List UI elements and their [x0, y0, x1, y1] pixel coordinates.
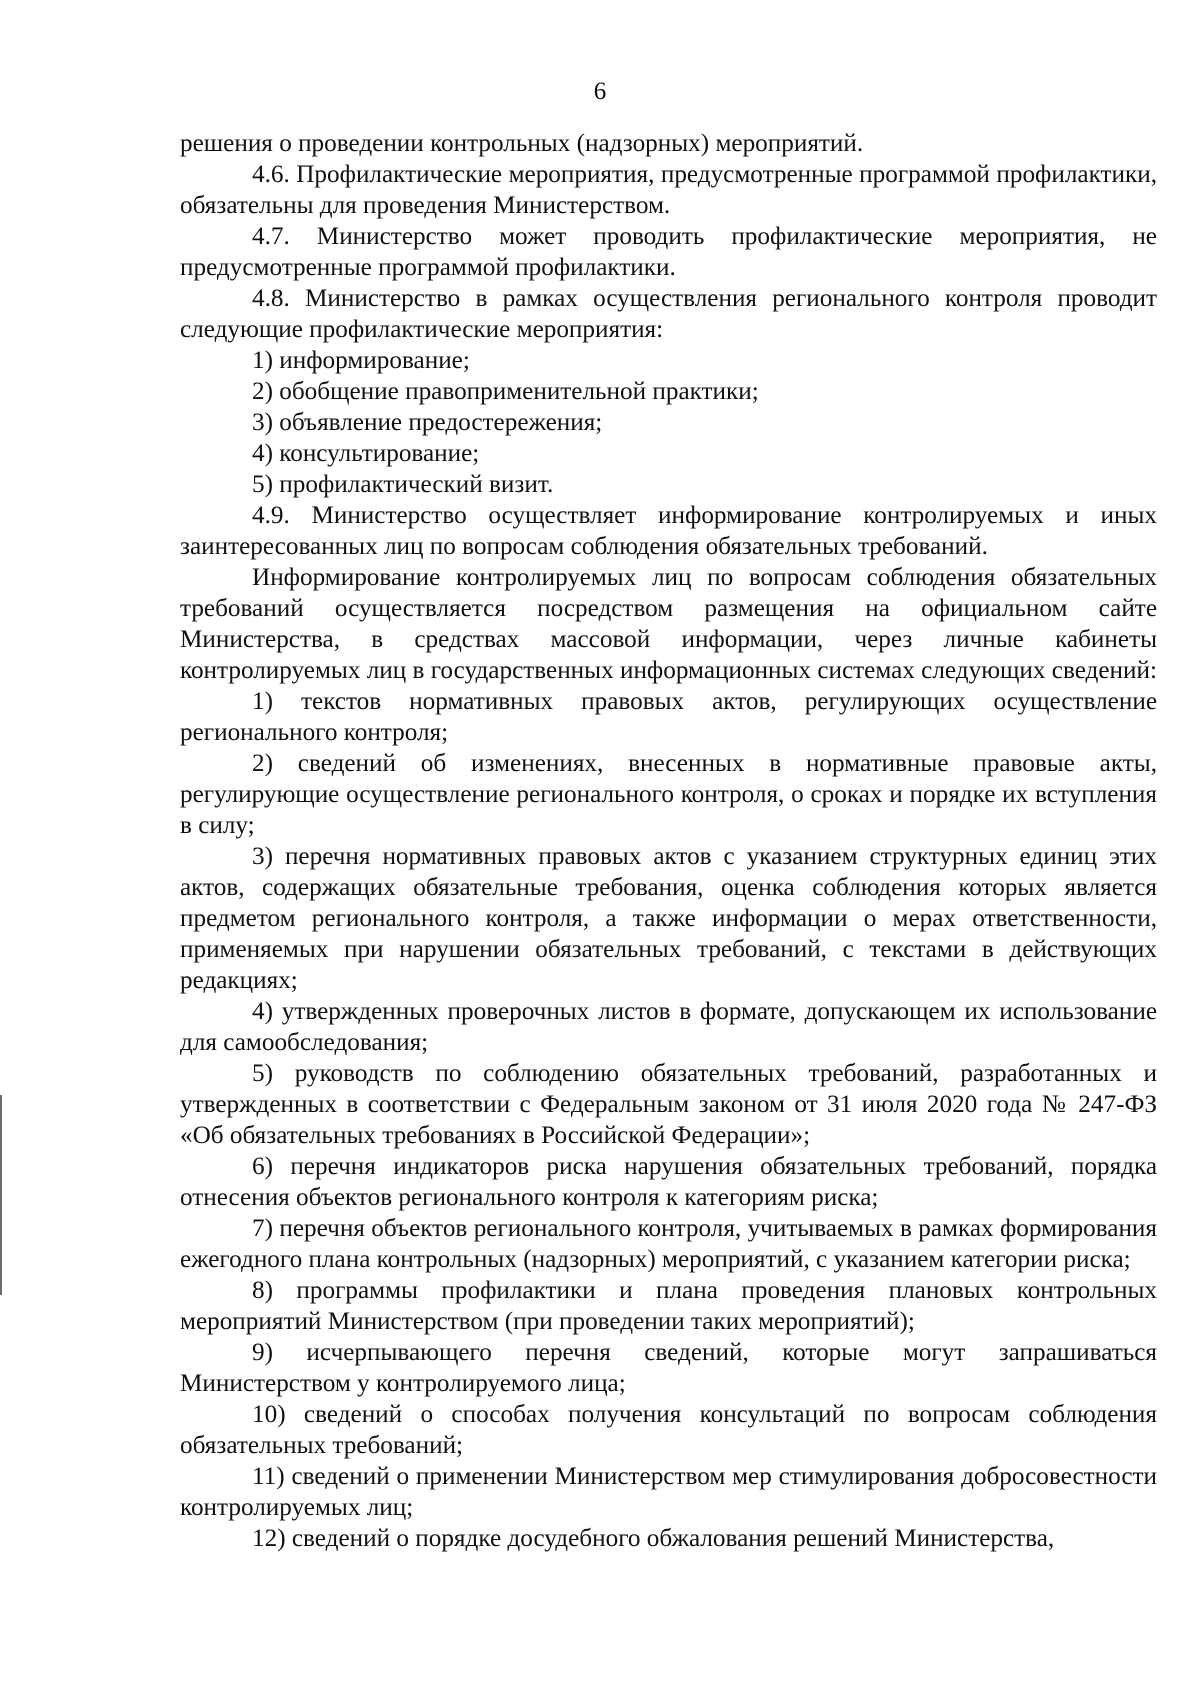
list-item: 3) перечня нормативных правовых актов с указанием структурных единиц этих актов, содержащих обязательные требования, оценка соблюдения которых является предметом регионального контроля, а также информации о мерах ответственности, применяемых при нарушении обязательных требований, с текстами в действующих редакциях;: [180, 843, 1157, 994]
list-item: 5) руководств по соблюдению обязательных требований, разработанных и утвержденных в соответствии с Федеральным законом от 31 июля 2020 года № 247-ФЗ «Об обязательных требованиях в Российской Федерации»;: [180, 1060, 1157, 1149]
list-item: 12) сведений о порядке досудебного обжалования решений Министерства,: [252, 1525, 1055, 1552]
list-item: 3) объявление предостережения;: [252, 409, 603, 436]
page-number: 6: [593, 78, 607, 105]
paragraph: 4.6. Профилактические мероприятия, предусмотренные программой профилактики, обязательны для проведения Министерством.: [180, 161, 1157, 219]
list-item: 2) сведений об изменениях, внесенных в нормативные правовые акты, регулирующие осуществление регионального контроля, о сроках и порядке их вступления в силу;: [180, 750, 1157, 839]
list-item: 8) программы профилактики и плана проведения плановых контрольных мероприятий Министерством (при проведении таких мероприятий);: [180, 1277, 1157, 1335]
paragraph: 4.8. Министерство в рамках осуществления регионального контроля проводит следующие профилактические мероприятия:: [180, 285, 1157, 343]
list-item: 1) информирование;: [252, 347, 470, 374]
scan-margin-line: [0, 1095, 2, 1295]
paragraph: Информирование контролируемых лиц по вопросам соблюдения обязательных требований осуществляется посредством размещения на официальном сайте Министерства, в средствах массовой информации, через личные кабинеты контролируемых лиц в государственных информационных системах следующих сведений:: [180, 564, 1157, 684]
paragraph: решения о проведении контрольных (надзорных) мероприятий.: [180, 130, 864, 157]
paragraph: 4.7. Министерство может проводить профилактические мероприятия, не предусмотренные программой профилактики.: [180, 223, 1157, 281]
list-item: 9) исчерпывающего перечня сведений, которые могут запрашиваться Министерством у контролируемого лица;: [180, 1339, 1157, 1397]
list-item: 4) консультирование;: [252, 440, 480, 467]
list-item: 7) перечня объектов регионального контроля, учитываемых в рамках формирования ежегодного плана контрольных (надзорных) мероприятий, с указанием категории риска;: [180, 1215, 1157, 1273]
list-item: 6) перечня индикаторов риска нарушения обязательных требований, порядка отнесения объектов регионального контроля к категориям риска;: [180, 1153, 1157, 1211]
paragraph: 4.9. Министерство осуществляет информирование контролируемых и иных заинтересованных лиц по вопросам соблюдения обязательных требований.: [180, 502, 1157, 560]
list-item: 5) профилактический визит.: [252, 471, 554, 498]
list-item: 2) обобщение правоприменительной практики;: [252, 378, 759, 405]
list-item: 11) сведений о применении Министерством мер стимулирования добросовестности контролируемых лиц;: [180, 1463, 1157, 1521]
list-item: 1) текстов нормативных правовых актов, регулирующих осуществление регионального контроля;: [180, 688, 1157, 746]
list-item: 4) утвержденных проверочных листов в формате, допускающем их использование для самообследования;: [180, 998, 1157, 1056]
document-body: [180, 128, 1157, 1554]
list-item: 10) сведений о способах получения консультаций по вопросам соблюдения обязательных требований;: [180, 1401, 1157, 1459]
